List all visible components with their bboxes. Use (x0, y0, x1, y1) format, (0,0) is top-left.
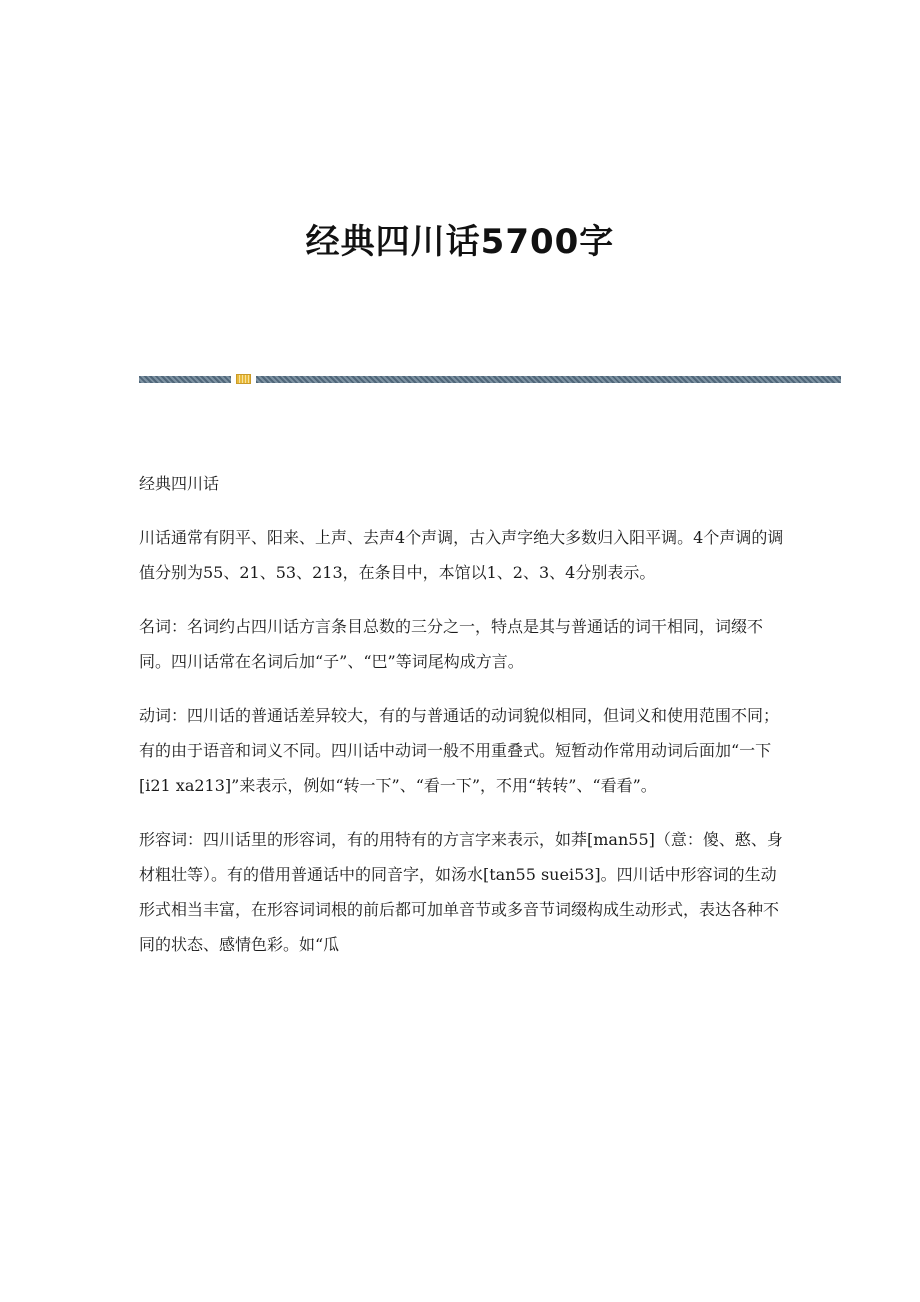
document-body (139, 466, 789, 981)
divider-ornament-icon (236, 374, 251, 384)
paragraph-verbs: 动词：四川话的普通话差异较大，有的与普通话的动词貌似相同，但词义和使用范围不同；有的由于语音和词义不同。四川话中动词一般不用重叠式。短暂动作常用动词后面加“一下[i21 xa213]”来表示，例如“转一下”、“看一下”，不用“转转”、“看看”。 (139, 706, 780, 795)
paragraph-nouns: 名词：名词约占四川话方言条目总数的三分之一，特点是其与普通话的词干相同，词缀不同。四川话常在名词后加“子”、“巴”等词尾构成方言。 (139, 617, 764, 671)
document-title: 经典四川话5700字 (305, 222, 615, 262)
divider-bar-left (139, 376, 231, 383)
paragraph-adjectives: 形容词：四川话里的形容词，有的用特有的方言字来表示，如莽[man55]（意：傻、憨、身材粗壮等）。有的借用普通话中的同音字，如汤水[tan55 suei53]。四川话中形容词的生动形式相当丰富，在形容词词根的前后都可加单音节或多音节词缀构成生动形式，表达各种不同的状态、感情色彩。如“瓜 (139, 830, 783, 954)
paragraph-heading: 经典四川话 (139, 474, 220, 493)
divider-bar-right (256, 376, 841, 383)
title-divider (139, 374, 841, 384)
paragraph-tones: 川话通常有阴平、阳来、上声、去声4个声调，古入声字绝大多数归入阳平调。4个声调的调值分别为55、21、53、213，在条目中，本馆以1、2、3、4分别表示。 (139, 528, 784, 582)
